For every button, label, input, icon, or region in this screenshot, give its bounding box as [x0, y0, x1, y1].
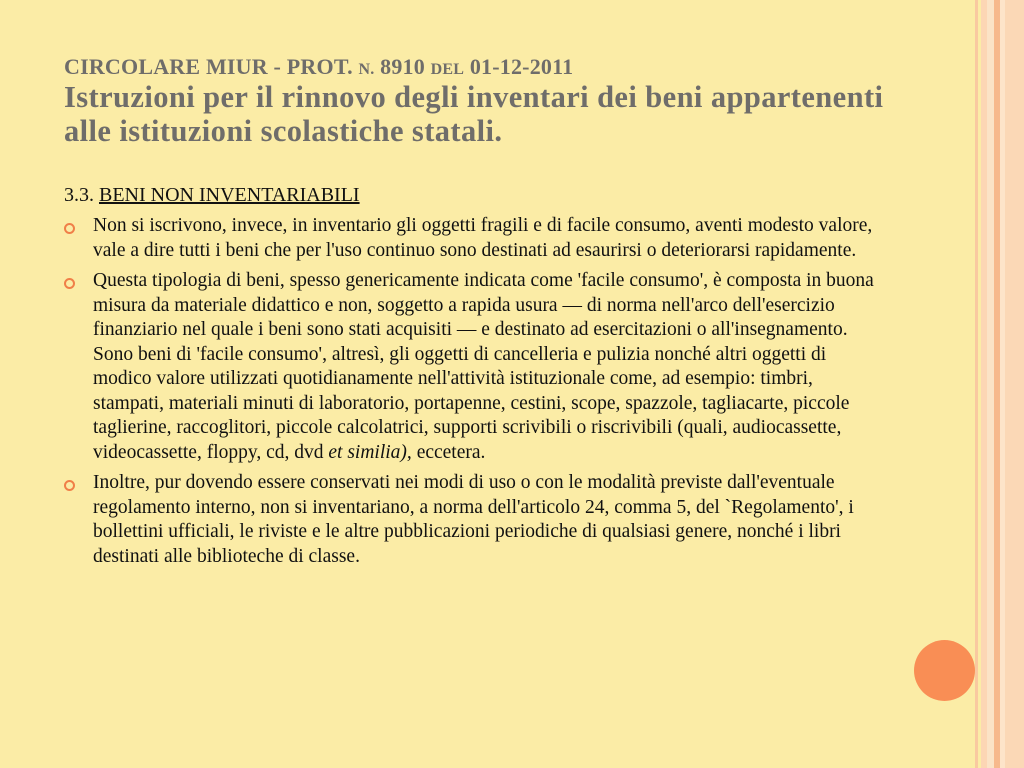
- list-item: [64, 471, 884, 569]
- bullet-text: Non si iscrivono, invece, in inventario gli oggetti fragili e di facile consumo, aventi modesto valore, vale a dire tutti i beni che per l'uso continuo sono destinati ad esaurirsi o deteriorarsi rapidamente.: [93, 215, 873, 261]
- section-number: 3.3.: [64, 184, 99, 206]
- subtitle-number: 8910: [374, 54, 431, 79]
- bullet-text-italic: et similia),: [328, 441, 412, 463]
- section-header: [64, 184, 360, 207]
- subtitle-del: DEL: [430, 61, 465, 78]
- slide-subtitle: [64, 54, 573, 80]
- list-item: [64, 214, 884, 263]
- bullet-icon: [64, 223, 75, 234]
- bullet-text-part: Questa tipologia di beni, spesso genericamente indicata come 'facile consumo', è composta in buona misura da materiale didattico e non, soggetto a rapida usura — di norma nell'arco dell'esercizio finanziario nel quale i beni sono stati acquisiti — e destinato ad esercitazioni o all'insegnamento. Sono beni di 'facile consumo', altresì, gli oggetti di cancelleria e pulizia nonché altri oggetti di modico valore utilizzati quotidianamente nell'attività istituzionale come, ad esempio: timbri, stampati, materiali minuti di laboratorio, portapenne, cestini, scope, spazzole, tagliacarte, piccole taglierine, raccoglitori, piccole calcolatrici, supporti scrivibili o riscrivibili (quali, audiocassette, videocassette, floppy, cd, dvd: [93, 270, 874, 463]
- bullet-text-part: eccetera.: [411, 441, 486, 463]
- subtitle-n: N.: [358, 61, 375, 78]
- bullet-text: [93, 269, 884, 465]
- bullet-text: Inoltre, pur dovendo essere conservati nei modi di uso o con le modalità previste dall'eventuale regolamento interno, non si inventariano, a norma dell'articolo 24, comma 5, del `Regolamento', i bollettini ufficiali, le riviste e le altre pubblicazioni periodiche di qualsiasi genere, nonché i libri destinati alle biblioteche di classe.: [93, 472, 854, 567]
- decorative-circle: [914, 640, 975, 701]
- subtitle-date: 01-12-2011: [464, 54, 574, 79]
- decorative-stripe: [987, 0, 994, 768]
- decorative-stripe: [975, 0, 978, 768]
- bullet-icon: [64, 278, 75, 289]
- slide-title: Istruzioni per il rinnovo degli inventari dei beni appartenenti alle istituzioni scolastiche statali.: [64, 80, 884, 148]
- section-heading: BENI NON INVENTARIABILI: [99, 184, 360, 206]
- bullet-list: [64, 214, 884, 575]
- decorative-stripe: [1005, 0, 1024, 768]
- bullet-icon: [64, 480, 75, 491]
- list-item: [64, 269, 884, 465]
- subtitle-prefix: CIRCOLARE MIUR - PROT.: [64, 54, 359, 79]
